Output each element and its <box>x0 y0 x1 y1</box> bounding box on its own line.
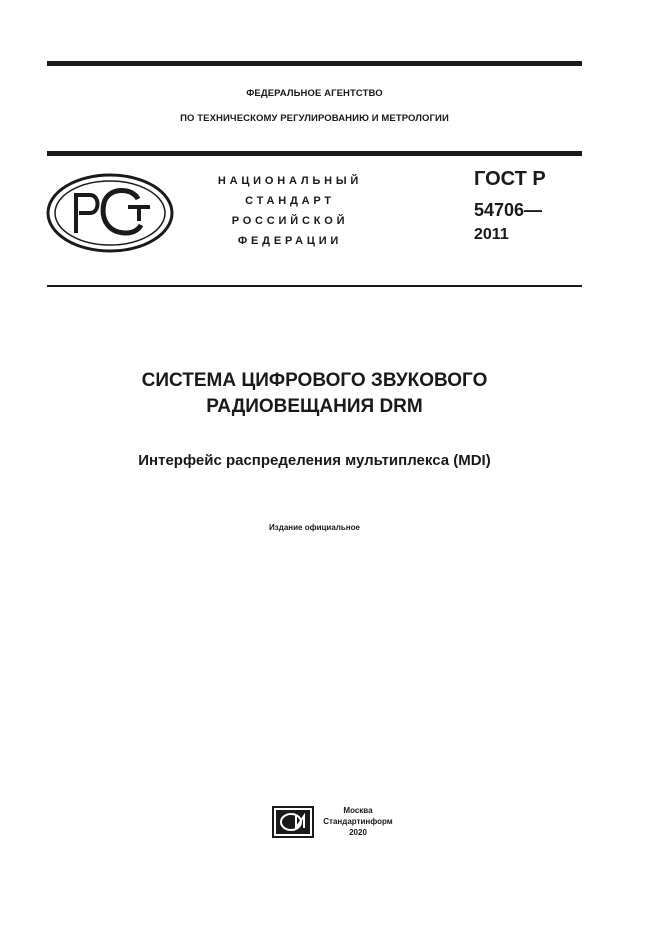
gost-number: 54706— <box>474 200 543 220</box>
document-title-line2: РАДИОВЕЩАНИЯ DRM <box>206 396 423 417</box>
standartinform-logo-icon <box>272 806 314 838</box>
rst-logo-icon <box>46 173 174 253</box>
bottom-rule <box>47 285 582 287</box>
document-subtitle: Интерфейс распределения мультиплекса (MDI) <box>138 452 491 469</box>
agency-name-line2: ПО ТЕХНИЧЕСКОМУ РЕГУЛИРОВАНИЮ И МЕТРОЛОГИИ <box>180 113 449 124</box>
agency-name-line1: ФЕДЕРАЛЬНОЕ АГЕНТСТВО <box>246 88 383 99</box>
top-rule <box>47 61 582 66</box>
national-standard-line2: СТАНДАРТ <box>245 195 335 207</box>
publisher-name: Стандартинформ <box>323 817 393 826</box>
edition-note: Издание официальное <box>269 523 360 532</box>
national-standard-line3: РОССИЙСКОЙ <box>231 215 349 227</box>
national-standard-line1: НАЦИОНАЛЬНЫЙ <box>217 175 363 187</box>
publisher-year: 2020 <box>349 828 367 837</box>
gost-year: 2011 <box>474 226 509 243</box>
publisher-city: Москва <box>343 806 373 815</box>
middle-rule <box>47 151 582 156</box>
gost-designation: ГОСТ Р <box>474 168 546 190</box>
document-title-line1: СИСТЕМА ЦИФРОВОГО ЗВУКОВОГО <box>141 370 488 391</box>
national-standard-line4: ФЕДЕРАЦИИ <box>237 235 343 247</box>
